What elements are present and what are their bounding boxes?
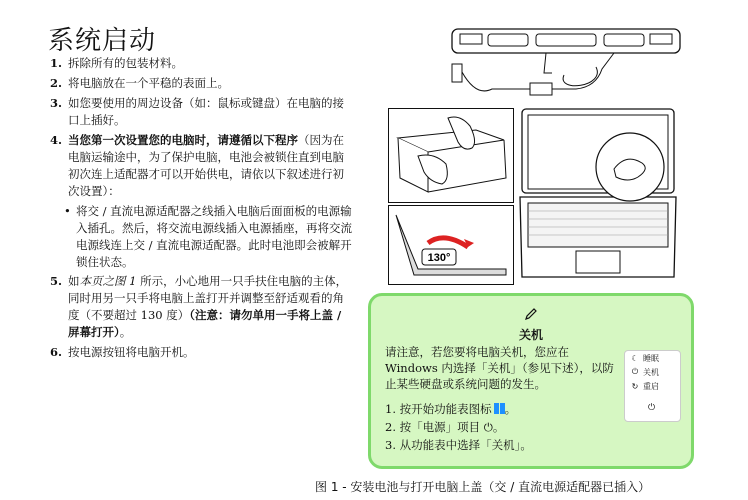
menu-item-label: 睡眠: [643, 353, 659, 363]
figure-caption: 图 1 - 安装电池与打开电脑上盖（交 / 直流电源适配器已插入）: [315, 480, 651, 494]
step-4: [50, 132, 355, 200]
page-title: 系统启动: [48, 26, 157, 56]
step-5: [50, 273, 355, 341]
menu-item-label: 重启: [643, 381, 659, 391]
sleep-icon: ☾: [631, 353, 639, 363]
angle-label: 130°: [427, 252, 451, 264]
restart-icon: ↻: [631, 381, 639, 391]
step-number: 1.: [50, 56, 63, 70]
shutdown-note-box: [368, 293, 694, 469]
step-number: 2.: [50, 76, 63, 90]
shutdown-steps: [385, 400, 532, 454]
windows-start-icon: [494, 403, 505, 414]
menu-item-restart[interactable]: [625, 379, 680, 393]
shutdown-body: 请注意，若您要将电脑关机，您应在 Windows 内选择「关机」（参见下述），以防止某些硬盘或系统问题的发生。: [385, 345, 614, 391]
step-text: 将电脑放在一个平稳的表面上。: [68, 76, 229, 90]
power-icon: ⏻: [480, 420, 493, 434]
step-post-text: 。: [119, 325, 132, 339]
figure-reference: 本页之图 1: [79, 274, 137, 288]
shutdown-step-2: 2. 按「电源」项目 ⏻。: [385, 420, 505, 434]
step-text: [68, 273, 355, 341]
step-number: 4.: [50, 133, 63, 147]
shutdown-step-3: [385, 436, 532, 454]
shutdown-title: 关机: [518, 328, 543, 342]
step-list: [50, 55, 355, 364]
step-6: [50, 344, 355, 361]
laptop-front-illustration: [518, 107, 678, 287]
step-bold-text: 当您第一次设置您的电脑时，请遵循以下程序: [68, 133, 298, 147]
step-number: 6.: [50, 345, 63, 359]
bullet-dot: •: [64, 204, 71, 218]
menu-item-shutdown[interactable]: [625, 365, 680, 379]
shutdown-step-text: 3. 从功能表中选择「关机」。: [385, 438, 532, 452]
shutdown-step-1: 1. 按开始功能表图标 。: [385, 402, 517, 416]
step-body-text: （因为在电脑运输途中，为了保护电脑，电池会被锁住直到电脑初次连上适配器才可以开始供电，请依以下叙述进行初次设置）：: [68, 133, 344, 198]
menu-item-sleep[interactable]: [625, 351, 680, 365]
step-text: 如您要使用的周边设备（如：鼠标或键盘）在电脑的接口上插好。: [68, 96, 344, 127]
step-number: 5.: [50, 274, 63, 288]
step-body-text: 所示，小心地用一只手扶住电脑的主体，同时用另一只手将电脑上盖打开并调整至舒适观看的角度（不要超过 130 度）: [68, 274, 348, 322]
step-text: [68, 132, 355, 200]
step-number: 3.: [50, 96, 63, 110]
step-text: 按电源按钮将电脑开机。: [68, 345, 195, 359]
step-pre-text: 如: [68, 274, 80, 288]
step-text: 拆除所有的包装材料。: [68, 56, 183, 70]
adapter-illustration: [446, 27, 686, 107]
power-button[interactable]: ⏻: [647, 403, 656, 413]
bullet-text: 将交 / 直流电源适配器之线插入电脑后面面板的电源输入插孔。然后，将交流电源线插入电源插座，再将交流电源线连上交 / 直流电源适配器。此时电池即会被解开锁住状态。: [76, 204, 352, 269]
shutdown-step-text: 1. 按开始功能表图标: [385, 402, 492, 416]
shutdown-step-text: 2. 按「电源」项目: [385, 420, 481, 434]
power-icon: ⏻: [631, 367, 639, 376]
step-warning-text: （注意：请勿单用一手将上盖 / 屏幕打开）: [68, 308, 342, 339]
step-1: [50, 55, 355, 72]
step-3: [50, 95, 355, 129]
angle-illustration: [388, 205, 514, 285]
pen-icon: [523, 306, 539, 322]
hands-open-lid-illustration: [388, 108, 514, 203]
menu-item-label: 关机: [643, 367, 659, 377]
step-4-bullet: [64, 203, 355, 271]
step-2: [50, 75, 355, 92]
